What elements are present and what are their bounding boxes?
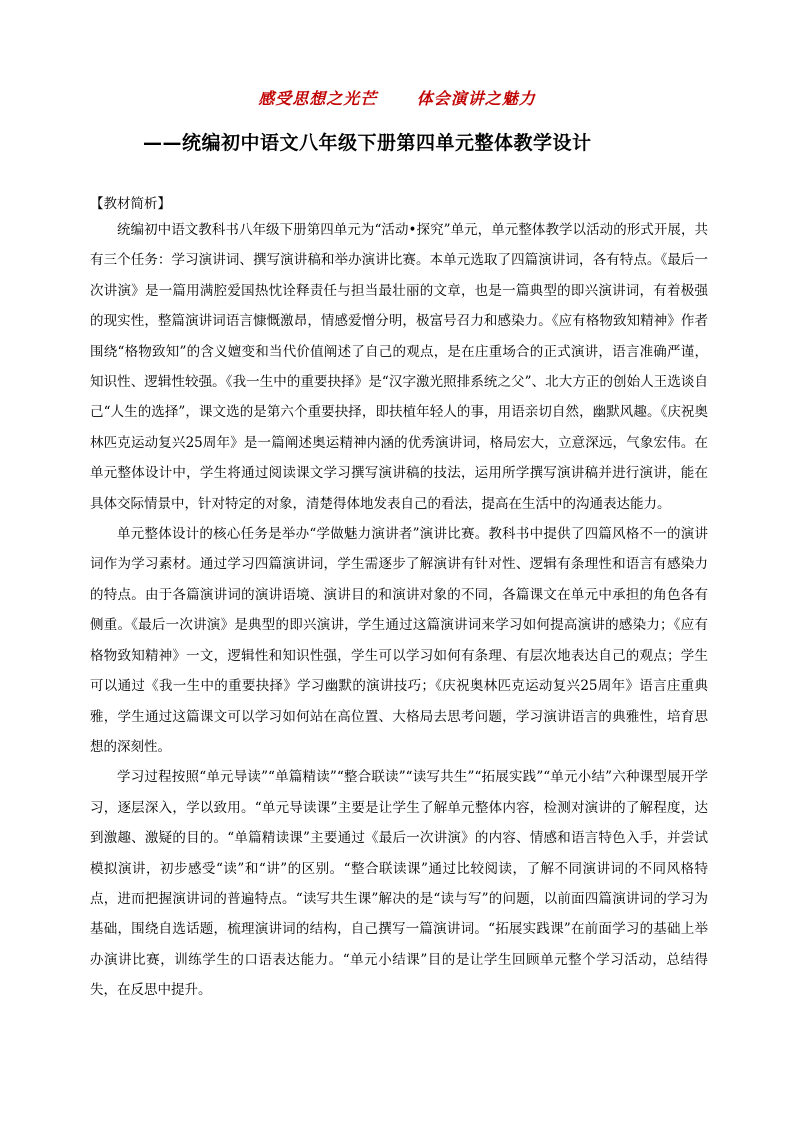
paragraph-2: 单元整体设计的核心任务是举办“学做魅力演讲者”演讲比赛。教科书中提供了四篇风格不一的演讲词作为学习素材。通过学习四篇演讲词，学生需逐步了解演讲有针对性、逻辑有条理性和语言有感染力的特点。由于各篇演讲词的演讲语境、演讲目的和演讲对象的不同，各篇课文在单元中承担的角色各有侧重。《最后一次讲演》是典型的即兴演讲，学生通过这篇演讲词来学习如何提高演讲的感染力；《应有格物致知精神》一文，逻辑性和知识性强，学生可以学习如何有条理、有层次地表达自己的观点；学生可以通过《我一生中的重要抉择》学习幽默的演讲技巧；《庆祝奥林匹克运动复兴25周年》语言庄重典雅，学生通过这篇课文可以学习如何站在高位置、大格局去思考问题，学习演讲语言的典雅性，培育思想的深刻性。 [90,526,708,755]
section-heading: 【教材简析】 [90,196,171,212]
paragraph-1: 统编初中语文教科书八年级下册第四单元为“活动•探究”单元，单元整体教学以活动的形式开展，共有三个任务：学习演讲词、撰写演讲稿和举办演讲比赛。本单元选取了四篇演讲词，各有特点。《最后一次讲演》是一篇用满腔爱国热忱诠释责任与担当最壮丽的文章，也是一篇典型的即兴演讲词，有着极强的现实性，整篇演讲词语言慷慨激昂，情感爱憎分明，极富号召力和感染力。《应有格物致知精神》作者围绕“格物致知”的含义嬗变和当代价值阐述了自己的观点，是在庄重场合的正式演讲，语言准确严谨，知识性、逻辑性较强。《我一生中的重要抉择》是“汉字激光照排系统之父”、北大方正的创始人王选谈自己“人生的选择”，课文选的是第六个重要抉择，即扶植年轻人的事，用语亲切自然，幽默风趣。《庆祝奥林匹克运动复兴25周年》是一篇阐述奥运精神内涵的优秀演讲词，格局宏大，立意深远，气象宏伟。在单元整体设计中，学生将通过阅读课文学习撰写演讲稿的技法，运用所学撰写演讲稿并进行演讲，能在具体交际情景中，针对特定的对象，清楚得体地发表自己的看法，提高在生活中的沟通表达能力。 [90,222,708,512]
document-title: 感受思想之光芒 体会演讲之魅力 [258,89,536,108]
paragraph-3: 学习过程按照“单元导读”“单篇精读”“整合联读”“读写共生”“拓展实践”“单元小结”六种课型展开学习，逐层深入，学以致用。“单元导读课”主要是让学生了解单元整体内容，检测对演讲的了解程度，达到激趣、激疑的目的。“单篇精读课”主要通过《最后一次讲演》的内容、情感和语言特色入手，并尝试模拟演讲，初步感受“读”和“讲”的区别。“整合联读课”通过比较阅读，了解不同演讲词的不同风格特点，进而把握演讲词的普遍特点。“读写共生课”解决的是“读与写”的问题，以前面四篇演讲词的学习为基础，围绕自选话题，梳理演讲词的结构，自己撰写一篇演讲词。“拓展实践课”在前面学习的基础上举办演讲比赛，训练学生的口语表达能力。“单元小结课”目的是让学生回顾单元整个学习活动，总结得失，在反思中提升。 [90,769,708,999]
body-text [90,215,708,1006]
document-subtitle: ——统编初中语文八年级下册第四单元整体教学设计 [143,132,592,154]
